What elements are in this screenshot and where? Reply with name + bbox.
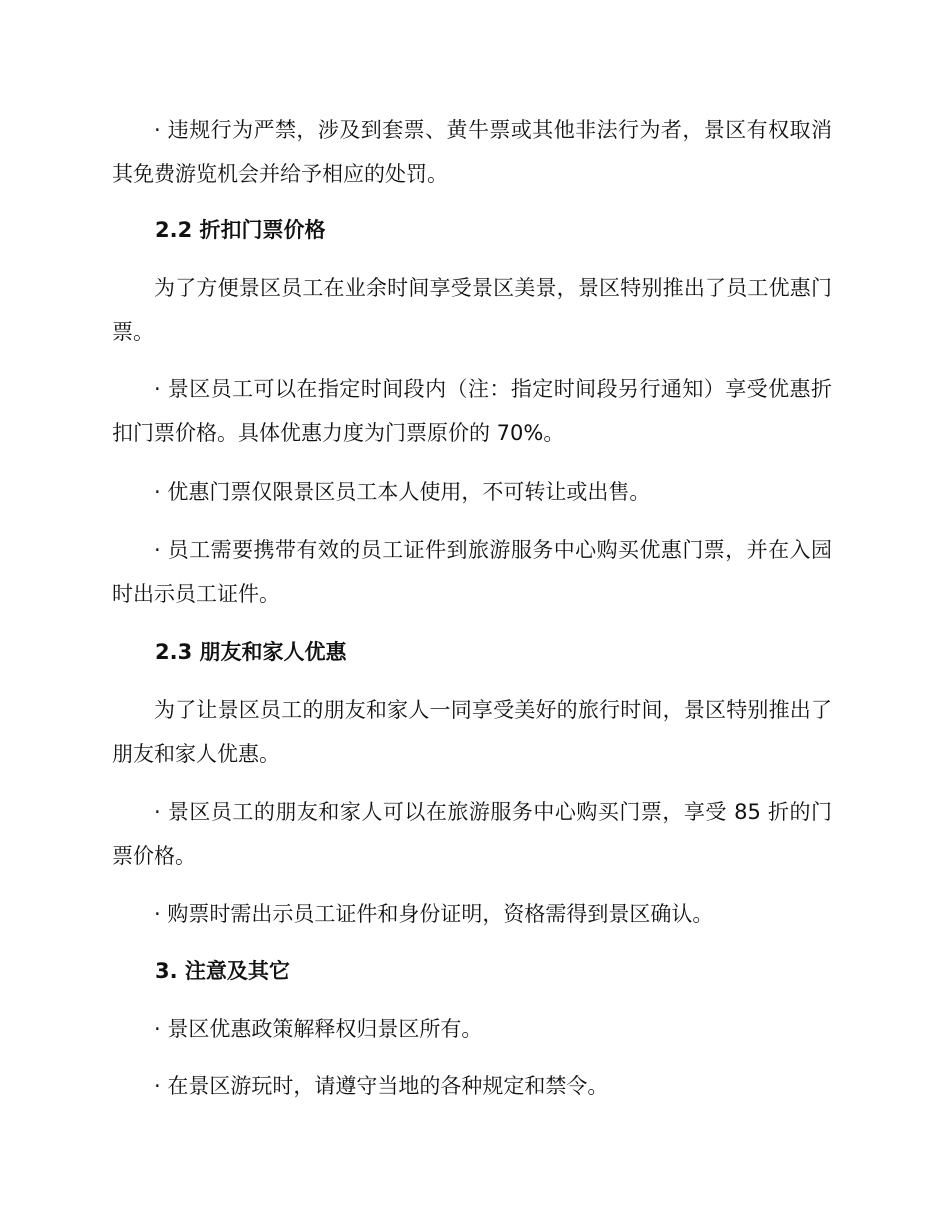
- paragraph-obey-regulations: · 在景区游玩时，请遵守当地的各种规定和禁令。: [154, 1074, 609, 1098]
- paragraph-discount-price: · 景区员工可以在指定时间段内（注：指定时间段另行通知）享受优惠折扣门票价格。具体优惠力度为门票原价的 70%。: [112, 377, 832, 445]
- paragraph-friends-family-price: · 景区员工的朋友和家人可以在旅游服务中心购买门票，享受 85 折的门票价格。: [112, 800, 832, 868]
- paragraph-employee-id-requirement: · 员工需要携带有效的员工证件到旅游服务中心购买优惠门票，并在入园时出示员工证件。: [112, 538, 832, 606]
- paragraph-friends-family-intro: 为了让景区员工的朋友和家人一同享受美好的旅行时间，景区特别推出了朋友和家人优惠。: [112, 698, 832, 766]
- section-heading-friends-family: 2.3 朋友和家人优惠: [155, 640, 347, 664]
- paragraph-employee-discount-intro: 为了方便景区员工在业余时间享受景区美景，景区特别推出了员工优惠门票。: [112, 276, 832, 344]
- paragraph-violation-rules: · 违规行为严禁，涉及到套票、黄牛票或其他非法行为者，景区有权取消其免费游览机会并给予相应的处罚。: [112, 118, 832, 186]
- paragraph-purchase-verification: · 购票时需出示员工证件和身份证明，资格需得到景区确认。: [154, 902, 714, 926]
- paragraph-interpretation-right: · 景区优惠政策解释权归景区所有。: [154, 1017, 483, 1041]
- section-heading-notes: 3. 注意及其它: [155, 959, 290, 983]
- paragraph-ticket-restriction: · 优惠门票仅限景区员工本人使用，不可转让或出售。: [154, 480, 651, 504]
- section-heading-discount-tickets: 2.2 折扣门票价格: [155, 218, 326, 242]
